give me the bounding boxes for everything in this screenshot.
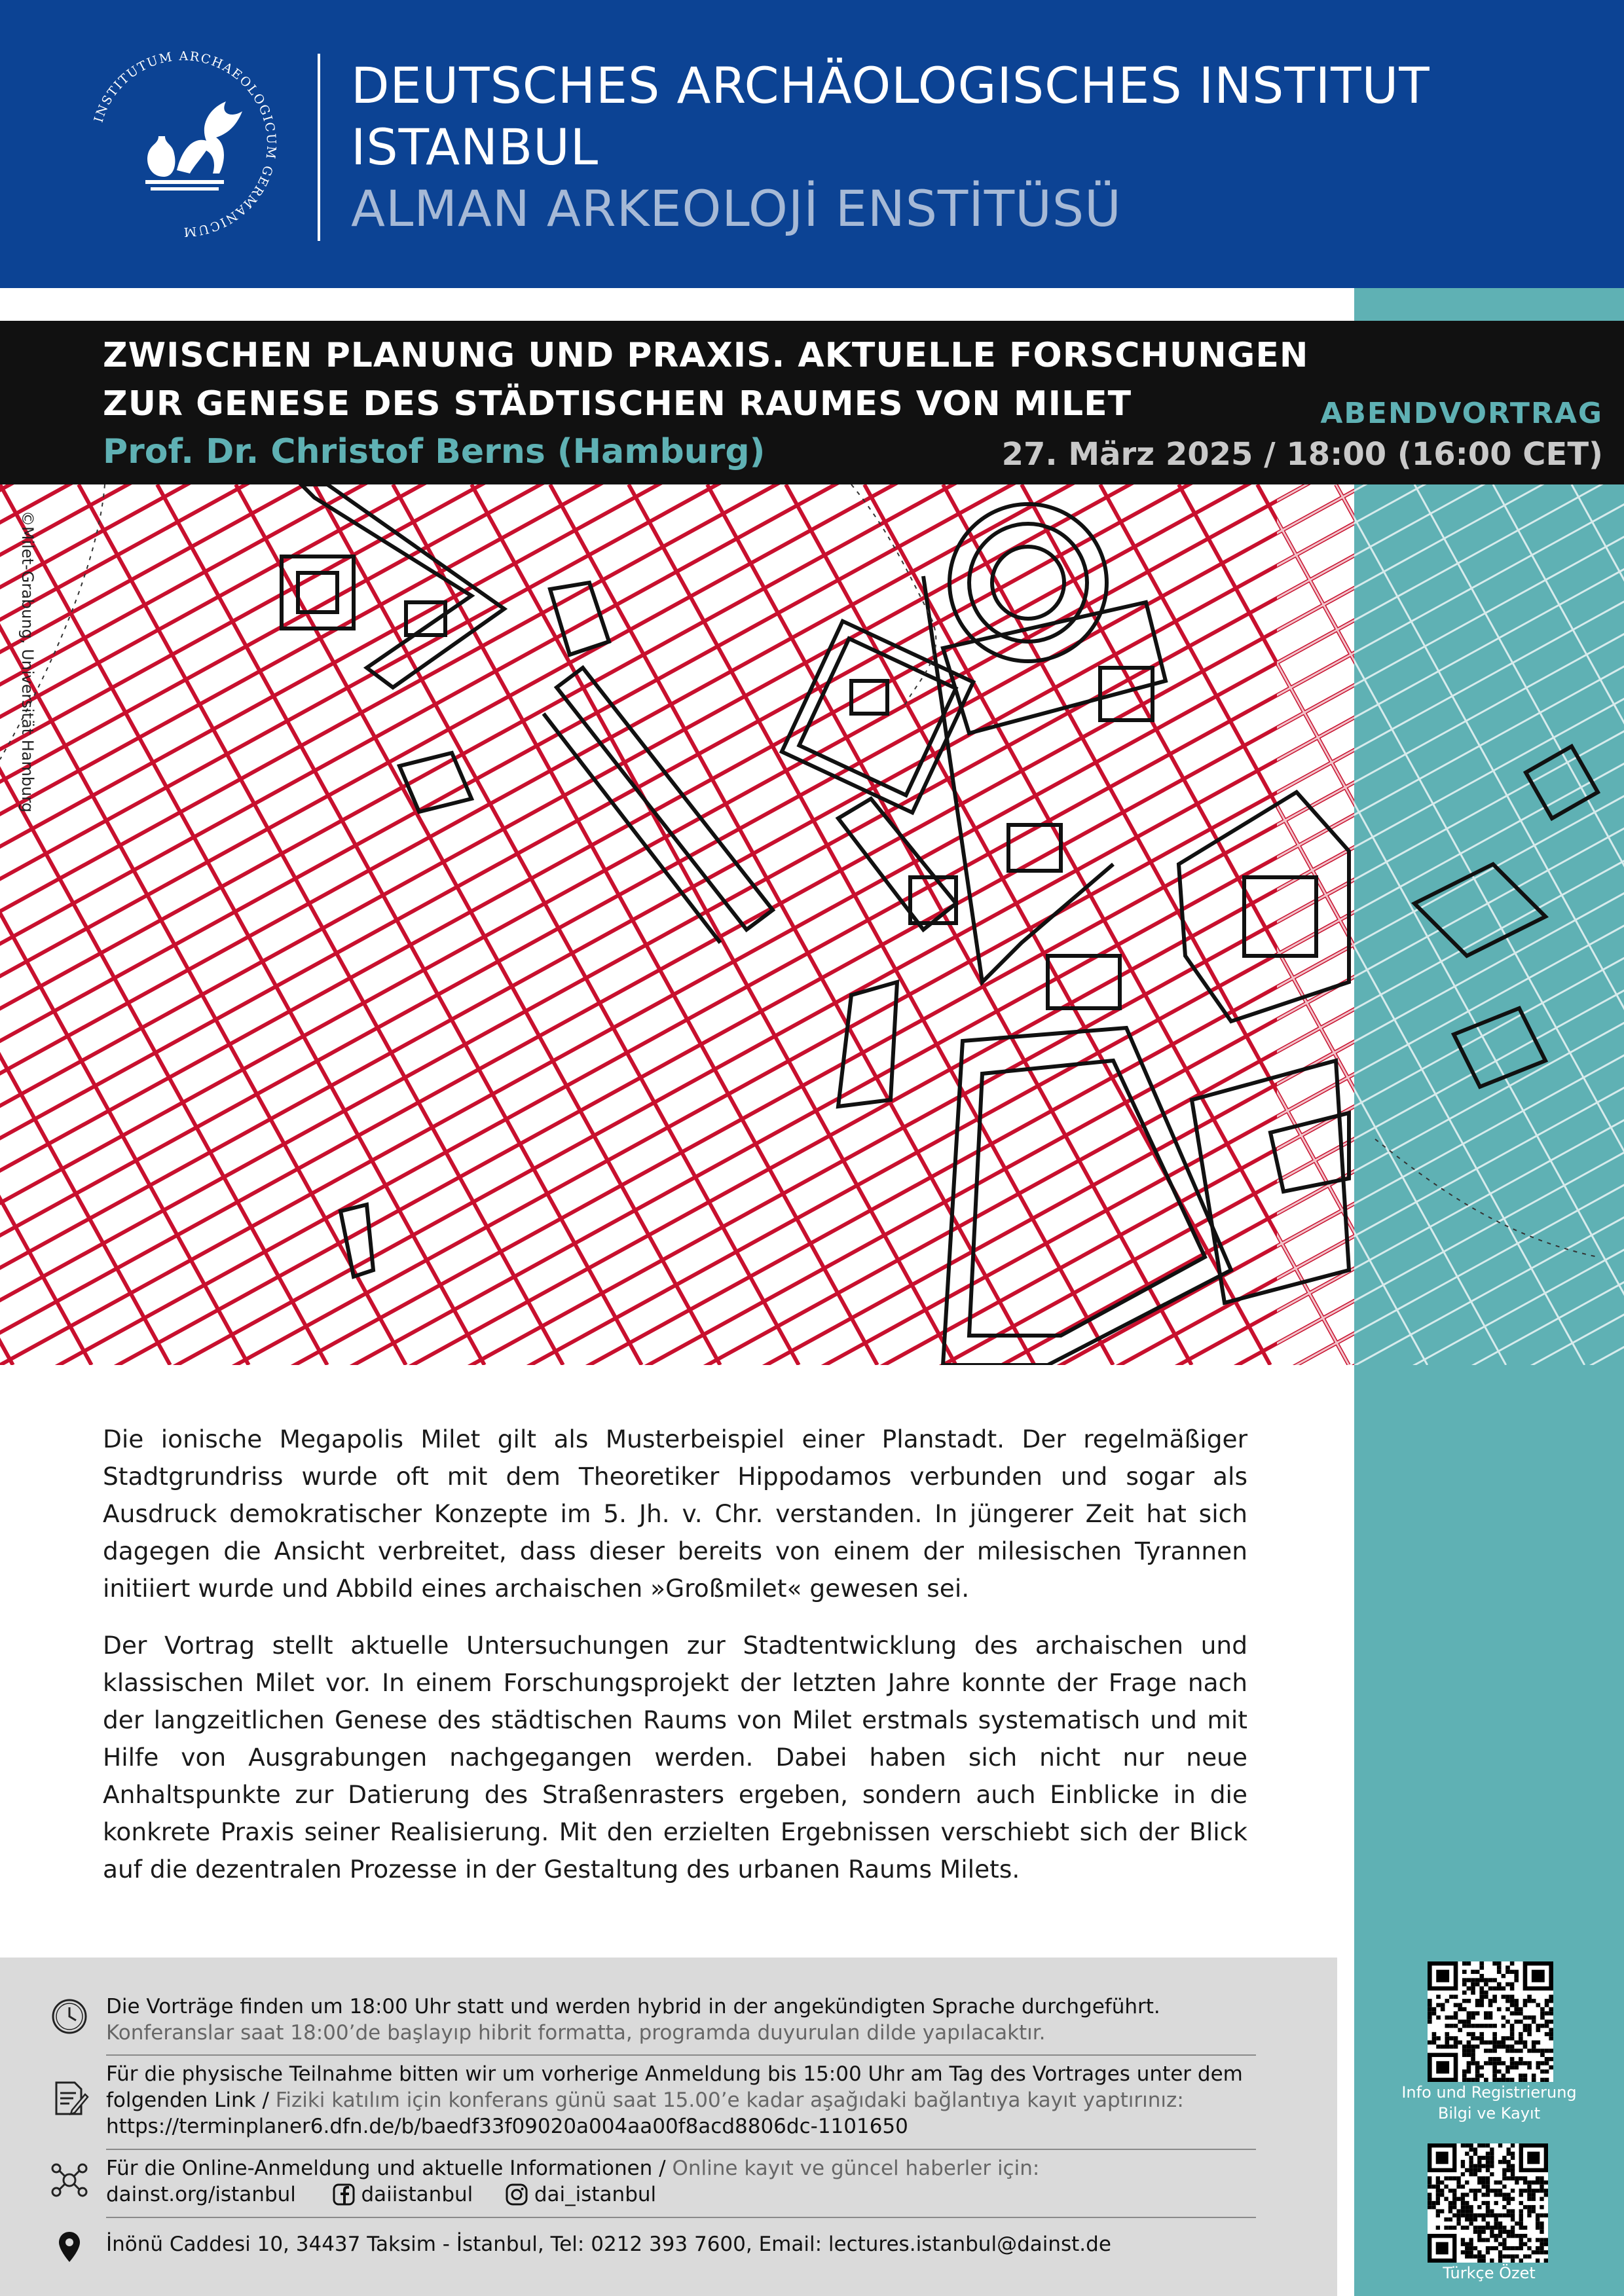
street-grid-red bbox=[0, 484, 1624, 1365]
dai-seal-logo bbox=[85, 46, 282, 242]
street-line bbox=[1303, 484, 1624, 1365]
location-pin-icon bbox=[56, 2229, 83, 2269]
registration-info-tr: Fiziki katılım için konferans günü saat 15.00’e kadar aşağıdaki bağlantıya kayıt yaptırınız: bbox=[275, 2088, 1184, 2112]
header-divider bbox=[318, 54, 320, 241]
street-line bbox=[124, 484, 1624, 1365]
clock-icon bbox=[50, 1997, 89, 2036]
instagram-icon bbox=[506, 2183, 528, 2206]
website-link[interactable]: dainst.org/istanbul bbox=[106, 2183, 296, 2206]
image-credit: ©Milet-Grabung, Universität Hamburg bbox=[18, 511, 37, 812]
street-line bbox=[1257, 484, 1624, 1365]
street-line bbox=[1362, 484, 1624, 1365]
institute-name-de: DEUTSCHES ARCHÄOLOGISCHES INSTITUT bbox=[351, 56, 1430, 115]
street-line bbox=[0, 484, 1349, 1365]
time-info-de: Die Vorträge finden um 18:00 Uhr statt und werden hybrid in der angekündigten Sprache durchgeführt. bbox=[106, 1995, 1160, 2018]
abstract-paragraph-1: Die ionische Megapolis Milet gilt als Musterbeispiel einer Planstadt. Der regelmäßiger Stadtgrundriss wurde oft mit dem Theoretiker Hippodamos verbunden und sogar als Ausdruck demokratischer Konzepte im 5. Jh. v. Chr. verstanden. In jüngerer Zeit hat sich dagegen die Ansicht verbreitet, dass dieser bereits von einem der milesischen Tyrannen initiiert wurde und Abbild eines archaischen »Großmilet« gewesen sei. bbox=[103, 1425, 1247, 1603]
network-icon bbox=[50, 2160, 89, 2200]
street-line bbox=[124, 484, 1624, 1365]
street-line bbox=[0, 484, 92, 1365]
registration-info-de-cont: folgenden Link / bbox=[106, 2088, 276, 2112]
street-line bbox=[7, 484, 1624, 1365]
document-pen-icon bbox=[50, 2079, 89, 2118]
instagram-handle[interactable]: dai_istanbul bbox=[534, 2183, 657, 2206]
institute-name-tr: ALMAN ARKEOLOJİ ENSTİTÜSÜ bbox=[351, 179, 1122, 238]
qr-label-registration bbox=[1354, 2082, 1624, 2124]
footer-divider bbox=[106, 2217, 1256, 2218]
lecture-title: ZWISCHEN PLANUNG UND PRAXIS. AKTUELLE FORSCHUNGEN ZUR GENESE DES STÄDTISCHEN RAUMES VON MILET bbox=[103, 336, 1309, 424]
header-bar bbox=[0, 0, 1624, 288]
facebook-icon bbox=[333, 2183, 355, 2206]
footer-divider bbox=[106, 2149, 1256, 2150]
seal-text: INSTITUTUM ARCHAEOLOGICUM GERMANICUM bbox=[91, 48, 279, 240]
footer-divider bbox=[106, 2054, 1256, 2056]
time-info-tr: Konferanslar saat 18:00’de başlayıp hibrit formatta, programda duyurulan dilde yapılacaktır. bbox=[106, 2021, 1046, 2045]
registration-link[interactable]: https://terminplaner6.dfn.de/b/baedf33f09020a004aa00f8acd8806dc-1101650 bbox=[106, 2115, 908, 2138]
street-line bbox=[1414, 484, 1624, 1365]
street-line bbox=[0, 484, 1349, 1365]
street-line bbox=[0, 484, 1054, 1365]
event-date: 27. März 2025 / 18:00 (16:00 CET) bbox=[1001, 436, 1603, 473]
street-line bbox=[1303, 484, 1624, 1365]
qr-code-turkish-summary[interactable] bbox=[1428, 2143, 1548, 2263]
street-line bbox=[7, 484, 1624, 1365]
event-type: ABENDVORTRAG bbox=[1320, 397, 1603, 430]
footer-registration-info bbox=[106, 2061, 1243, 2140]
qr-pattern bbox=[1428, 1961, 1553, 2082]
qr-pattern bbox=[1428, 2143, 1548, 2263]
facebook-handle[interactable]: daiistanbul bbox=[361, 2183, 473, 2206]
street-line bbox=[0, 484, 347, 1365]
street-line bbox=[1362, 484, 1624, 1365]
qr-label-line2: Bilgi ve Kayıt bbox=[1437, 2104, 1541, 2123]
street-line bbox=[0, 484, 465, 1365]
qr-code-registration[interactable] bbox=[1428, 1961, 1553, 2082]
footer-time-info bbox=[106, 1994, 1160, 2046]
qr-label-turkish-summary: Türkçe Özet bbox=[1443, 2264, 1536, 2282]
street-line bbox=[0, 484, 936, 1365]
city-plan-map bbox=[0, 484, 1624, 1365]
street-line bbox=[0, 484, 1054, 1365]
qr-label-line1: Info und Registrierung bbox=[1401, 2083, 1577, 2102]
street-line bbox=[1598, 484, 1624, 1365]
street-line bbox=[891, 484, 1624, 1365]
street-line bbox=[1480, 484, 1624, 1365]
street-line bbox=[1126, 484, 1624, 1365]
registration-info-de: Für die physische Teilnahme bitten wir um vorherige Anmeldung bis 15:00 Uhr am Tag des Vortrages unter dem bbox=[106, 2062, 1243, 2086]
street-line bbox=[0, 484, 347, 1365]
street-line bbox=[1539, 484, 1624, 1365]
institute-city: ISTANBUL bbox=[351, 118, 599, 176]
street-line bbox=[0, 484, 92, 1365]
footer-online-info bbox=[106, 2155, 1039, 2208]
street-line bbox=[891, 484, 1624, 1365]
lecture-abstract bbox=[103, 1421, 1247, 1908]
street-line bbox=[1539, 484, 1624, 1365]
svg-text:INSTITUTUM ARCHAEOLOGICUM GERM bbox=[92, 49, 279, 239]
street-line bbox=[1257, 484, 1624, 1365]
street-line bbox=[1598, 484, 1624, 1365]
street-line bbox=[0, 484, 465, 1365]
online-info-tr: Online kayıt ve güncel haberler için: bbox=[672, 2157, 1040, 2180]
street-line bbox=[1414, 484, 1624, 1365]
street-line bbox=[1480, 484, 1624, 1365]
street-line bbox=[0, 484, 936, 1365]
abstract-paragraph-2: Der Vortrag stellt aktuelle Untersuchungen zur Stadtentwicklung des archaischen und klassischen Milet vor. In einem Forschungsprojekt der letzten Jahre konnte der Frage nach der langzeitlichen Genese des städtischen Raums von Milet erstmals systematisch und mit Hilfe von Ausgrabungen nachgegangen werden. Dabei haben sich nicht nur neue Anhaltspunkte zur Datierung des Straßenrasters ergeben, sondern auch Einblicke in die konkrete Praxis seiner Realisierung. Mit den erzielten Ergebnissen verschiebt sich der Blick auf die dezentralen Prozesse in der Gestaltung des urbanen Raums Milets. bbox=[103, 1631, 1247, 1884]
speaker-name: Prof. Dr. Christof Berns (Hamburg) bbox=[103, 432, 766, 471]
online-info-de: Für die Online-Anmeldung und aktuelle Informationen / bbox=[106, 2157, 673, 2180]
footer-address: İnönü Caddesi 10, 34437 Taksim - İstanbul, Tel: 0212 393 7600, Email: lectures.istanbul@dainst.de bbox=[106, 2232, 1111, 2256]
street-line bbox=[1126, 484, 1624, 1365]
